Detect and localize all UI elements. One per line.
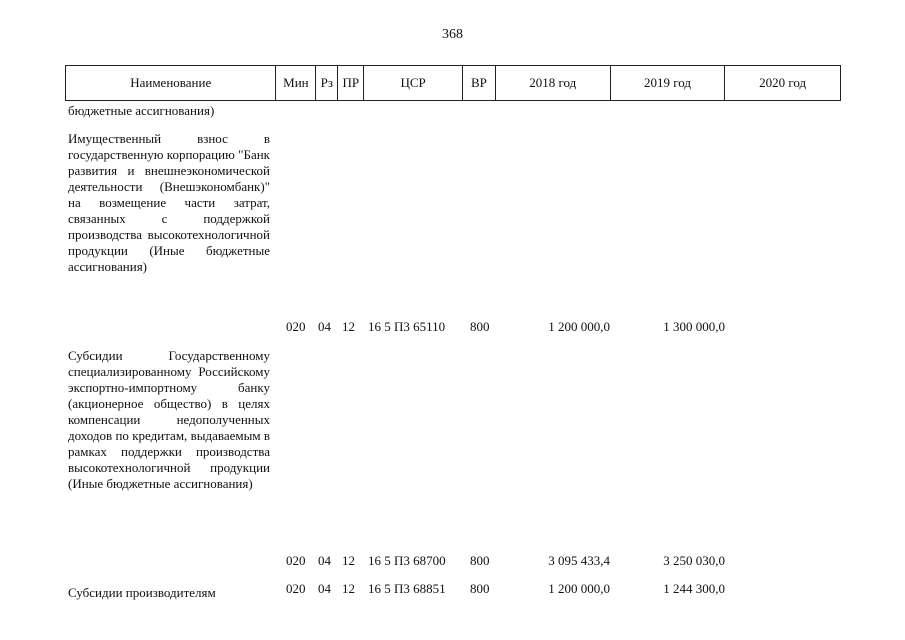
row-1-vr: 800 [470,553,490,568]
header-rz: Рз [316,66,338,100]
row-2-2019: 1 244 300,0 [663,581,725,596]
row-2-name: Субсидии производителям [68,585,216,600]
table-header [65,65,841,101]
header-2020: 2020 год [759,75,807,90]
row-1-2018: 3 095 433,4 [548,553,610,568]
page-number: 368 [442,27,463,42]
row-0-2018: 1 200 000,0 [548,319,610,334]
row-2-rz: 04 [318,581,331,596]
header-pr: ПР [338,66,364,100]
row-2-2018: 1 200 000,0 [548,581,610,596]
row-0-vr: 800 [470,319,490,334]
header-2018: 2018 год [496,66,611,100]
row-1-2019: 3 250 030,0 [663,553,725,568]
row-1-name: Субсидии Государственному специализированному Российскому экспортно-импортному банку (акционерное общество) в целях компенсации недополученных доходов по кредитам, выдаваемым в рамках поддержки производства высокотехнологичной продукции (Иные бюджетные ассигнования) [68,348,270,491]
row-0-rz: 04 [318,319,331,334]
carryover-text: бюджетные ассигнования) [68,103,215,118]
row-0-csr: 16 5 П3 65110 [368,319,446,334]
row-0-min: 020 [286,319,306,334]
row-1-min: 020 [286,553,306,568]
row-0-pr: 12 [342,319,355,334]
header-vr: ВР [463,66,496,100]
row-0-name: Имущественный взнос в государственную корпорацию "Банк развития и внешнеэкономической деятельности (Внешэкономбанк)" на возмещение части затрат, связанных с поддержкой производства высокотехнологичной продукции (Иные бюджетные ассигнования) [68,131,270,274]
header-name: Наименование [66,66,276,100]
header-csr: ЦСР [364,66,463,100]
row-2-vr: 800 [470,581,490,596]
row-2-pr: 12 [342,581,355,596]
row-1-pr: 12 [342,553,355,568]
row-0-2019: 1 300 000,0 [663,319,725,334]
row-1-csr: 16 5 П3 68700 [368,553,446,568]
row-1-rz: 04 [318,553,331,568]
header-min: Мин [276,66,316,100]
row-2-min: 020 [286,581,306,596]
header-2019: 2019 год [611,66,726,100]
row-2-csr: 16 5 П3 68851 [368,581,446,596]
